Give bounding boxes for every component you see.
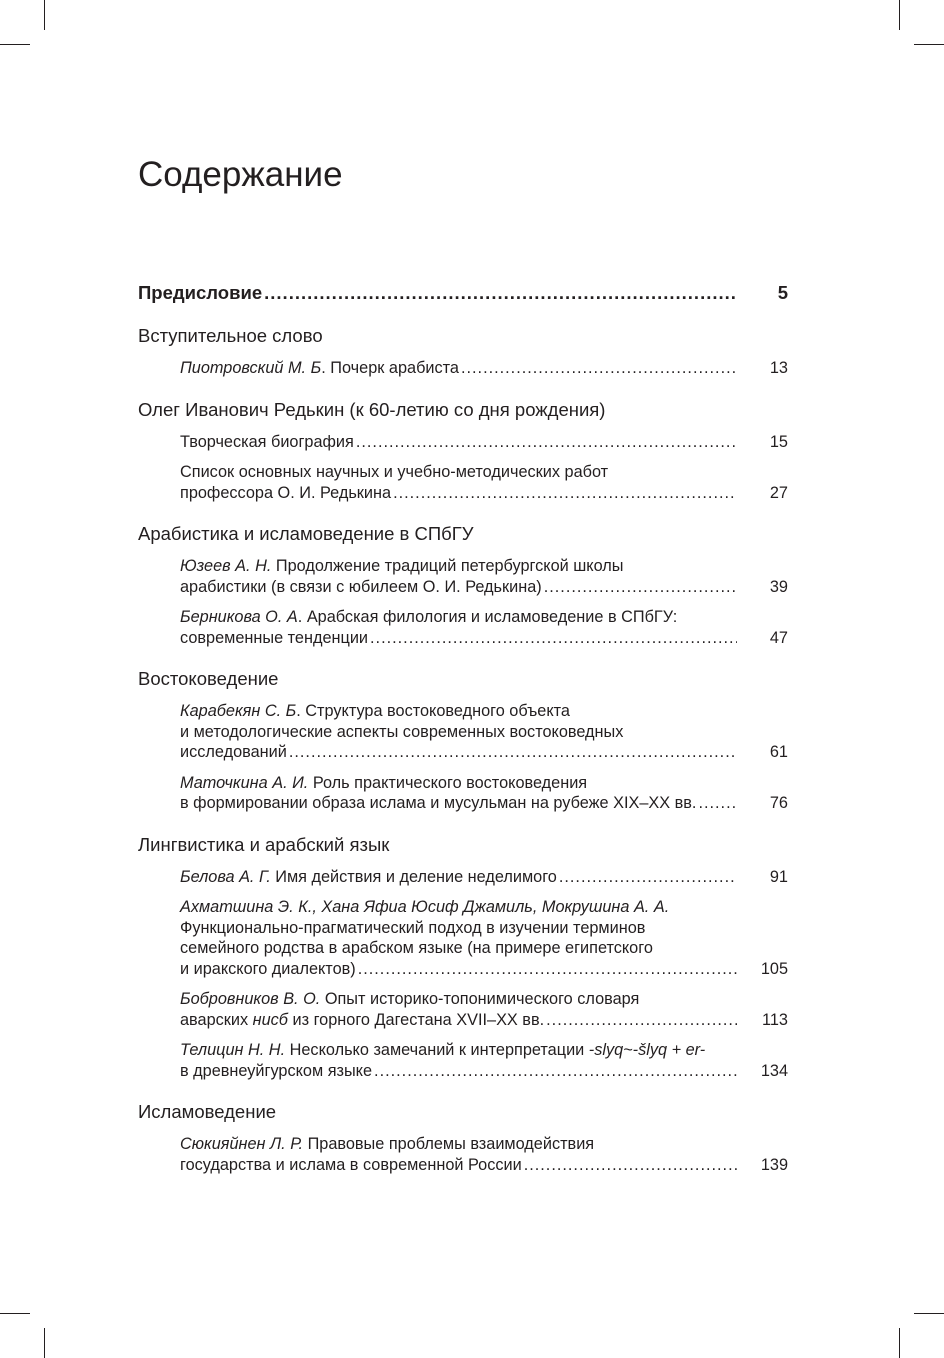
entry-title-text: Творческая биография — [180, 432, 354, 451]
entry-text — [180, 1041, 705, 1059]
section-title[interactable]: Востоковедение — [138, 668, 279, 689]
entry-title-text: из горного Дагестана XVII–XX вв. — [287, 1010, 545, 1029]
entry-title-text: Продолжение традиций петербургской школы — [271, 557, 624, 575]
entry-title-text: и иракского диалектов) — [180, 959, 356, 978]
toc-entry[interactable] — [138, 1040, 788, 1081]
toc-section — [138, 522, 788, 648]
toc-entry[interactable] — [138, 556, 788, 597]
page-title: Содержание — [138, 155, 343, 194]
section-title[interactable]: Арабистика и исламоведение в СПбГУ — [138, 523, 474, 544]
entry-line — [180, 1134, 788, 1155]
entry-title-text: и методологические аспекты современных востоковедных — [180, 722, 624, 741]
crop-mark — [899, 1328, 900, 1358]
section-title[interactable]: Вступительное слово — [138, 325, 323, 346]
dot-leader — [544, 577, 737, 598]
section-title[interactable]: Предисловие — [138, 282, 263, 303]
entry-text — [180, 867, 557, 888]
entry-text — [180, 358, 459, 379]
entry-line — [180, 773, 788, 794]
crop-mark — [44, 1328, 45, 1358]
entry-line — [180, 989, 788, 1010]
page-number: 27 — [769, 483, 788, 502]
crop-mark — [44, 0, 45, 30]
entry-line — [180, 701, 788, 722]
page-number: 113 — [762, 1010, 788, 1029]
entry-text — [180, 628, 368, 649]
entry-text — [180, 557, 624, 575]
page-number: 105 — [760, 959, 788, 978]
toc-entry[interactable] — [138, 867, 788, 888]
entry-author-or-term: Пиотровский М. Б — [180, 359, 322, 377]
entry-line — [180, 1155, 788, 1176]
entry-title-text: Опыт историко-топонимического словаря — [320, 990, 640, 1008]
entry-title-text: профессора О. И. Редькина — [180, 483, 392, 502]
dot-leader — [358, 959, 737, 980]
toc-entry[interactable] — [138, 358, 788, 379]
section-title[interactable]: Лингвистика и арабский язык — [138, 833, 390, 855]
entry-text — [180, 774, 587, 792]
entry-line — [180, 959, 788, 980]
entry-text — [180, 1155, 522, 1176]
toc-section — [138, 281, 788, 305]
entry-line — [180, 556, 788, 577]
toc-entry[interactable] — [138, 432, 788, 453]
dot-leader — [524, 1155, 737, 1176]
entry-line — [180, 938, 788, 959]
crop-mark — [914, 44, 944, 45]
entry-title-text: Функционально-прагматический подход в изучении терминов — [180, 918, 646, 937]
entry-text — [180, 742, 287, 763]
entry-title-text: Роль практического востоковедения — [308, 773, 588, 792]
page-number: 15 — [769, 432, 788, 451]
section-title[interactable]: Исламоведение — [138, 1101, 277, 1122]
dot-leader — [289, 742, 737, 763]
entry-title-text: исследований — [180, 743, 287, 761]
entry-title-text: в формировании образа ислама и мусульман на рубеже XIX–XX вв. — [180, 794, 697, 812]
entry-title-text: арабистики (в связи с юбилеем О. И. Редькина) — [180, 577, 542, 596]
page-number: 139 — [760, 1155, 788, 1174]
toc-entry[interactable] — [138, 1134, 788, 1175]
entry-line — [180, 1040, 788, 1061]
entry-author-or-term: Берникова О. А — [180, 608, 298, 626]
entry-line — [180, 897, 788, 918]
section-title[interactable]: Олег Иванович Редькин (к 60-летию со дня рождения) — [138, 398, 606, 420]
entry-author-or-term: Карабекян С. Б — [180, 702, 297, 720]
page-number: 91 — [769, 867, 788, 886]
entry-author-or-term: нисб — [252, 1010, 288, 1029]
dot-leader — [461, 358, 737, 379]
page-number: 13 — [769, 359, 788, 377]
entry-title-text: государства и ислама в современной России — [180, 1155, 522, 1174]
toc-entry[interactable] — [138, 607, 788, 648]
page-number: 76 — [769, 794, 788, 812]
toc-section — [138, 667, 788, 814]
dot-leader — [698, 793, 737, 814]
entry-author-or-term: Юзеев А. Н. — [180, 557, 272, 575]
entry-title-text: современные тенденции — [180, 628, 369, 647]
entry-line — [180, 483, 788, 504]
entry-text — [180, 702, 570, 720]
entry-line — [180, 462, 788, 483]
entry-author-or-term: Маточкина А. И. — [180, 773, 309, 792]
entry-title-text: Правовые проблемы взаимодействия — [303, 1135, 595, 1153]
dot-leader — [370, 628, 737, 649]
entry-author-or-term: Бобровников В. О. — [180, 990, 321, 1008]
dot-leader — [546, 1010, 737, 1031]
entry-text — [180, 990, 639, 1008]
toc-entry[interactable] — [138, 897, 788, 979]
dot-leader — [356, 432, 737, 453]
entry-text — [180, 959, 356, 980]
entry-line — [180, 1061, 788, 1082]
dot-leader — [393, 483, 737, 504]
toc-entry[interactable] — [138, 773, 788, 814]
entry-title-text: . Почерк арабиста — [321, 359, 459, 377]
dot-leader — [264, 281, 737, 305]
entry-title-text: Несколько замечаний к интерпретации — [285, 1041, 589, 1059]
entry-line — [180, 577, 788, 598]
entry-text — [180, 577, 542, 598]
page-number: 47 — [769, 628, 788, 647]
table-of-contents — [138, 281, 788, 1175]
page-number: 39 — [769, 577, 788, 596]
entry-line — [180, 722, 788, 743]
entry-line — [180, 793, 788, 814]
entry-author-or-term: Телицин Н. Н. — [180, 1041, 286, 1059]
entry-text — [180, 919, 645, 937]
page-number: 61 — [769, 743, 788, 761]
entry-line — [180, 432, 788, 453]
entry-text — [180, 898, 669, 916]
entry-title-text: Список основных научных и учебно-методических работ — [180, 463, 609, 481]
entry-text — [180, 1061, 372, 1082]
entry-author-or-term: Ахматшина Э. К., Хана Яфиа Юсиф Джамиль, Мокрушина А. А. — [180, 898, 670, 916]
entry-text — [180, 1135, 594, 1153]
entry-title-text: . Арабская филология и исламоведение в СПбГУ: — [297, 608, 678, 626]
entry-text — [180, 793, 696, 814]
entry-line — [180, 867, 788, 888]
entry-author-or-term: -slyq~-šlyq + er- — [588, 1041, 706, 1059]
toc-entry[interactable] — [138, 462, 788, 503]
entry-title-text: . Структура востоковедного объекта — [296, 702, 570, 720]
crop-mark — [899, 0, 900, 30]
toc-section — [138, 398, 788, 504]
toc-section — [138, 324, 788, 379]
toc-entry[interactable] — [138, 989, 788, 1030]
dot-leader — [374, 1061, 737, 1082]
entry-line — [180, 742, 788, 763]
entry-text — [180, 483, 391, 504]
entry-title-text: Имя действия и деление неделимого — [270, 867, 557, 886]
crop-mark — [0, 44, 30, 45]
page-number: 134 — [760, 1061, 788, 1080]
entry-text — [180, 723, 623, 741]
crop-mark — [914, 1313, 944, 1314]
entry-line — [180, 358, 788, 379]
crop-mark — [0, 1313, 30, 1314]
entry-line — [180, 628, 788, 649]
toc-section — [138, 833, 788, 1082]
entry-text — [180, 432, 354, 453]
entry-line — [180, 1010, 788, 1031]
entry-title-text: аварских — [180, 1010, 253, 1029]
entry-author-or-term: Сюкияйнен Л. Р. — [180, 1135, 304, 1153]
page-number: 5 — [777, 282, 788, 303]
entry-line — [180, 607, 788, 628]
toc-section — [138, 1100, 788, 1175]
entry-line — [180, 918, 788, 939]
entry-title-text: семейного родства в арабском языке (на примере египетского — [180, 939, 653, 957]
entry-title-text: в древнеуйгурском языке — [180, 1061, 373, 1080]
entry-text — [180, 939, 653, 957]
toc-entry[interactable] — [138, 701, 788, 763]
entry-text — [180, 608, 677, 626]
entry-text — [180, 463, 608, 481]
entry-author-or-term: Белова А. Г. — [180, 867, 271, 886]
entry-text — [180, 1010, 544, 1031]
dot-leader — [559, 867, 737, 888]
